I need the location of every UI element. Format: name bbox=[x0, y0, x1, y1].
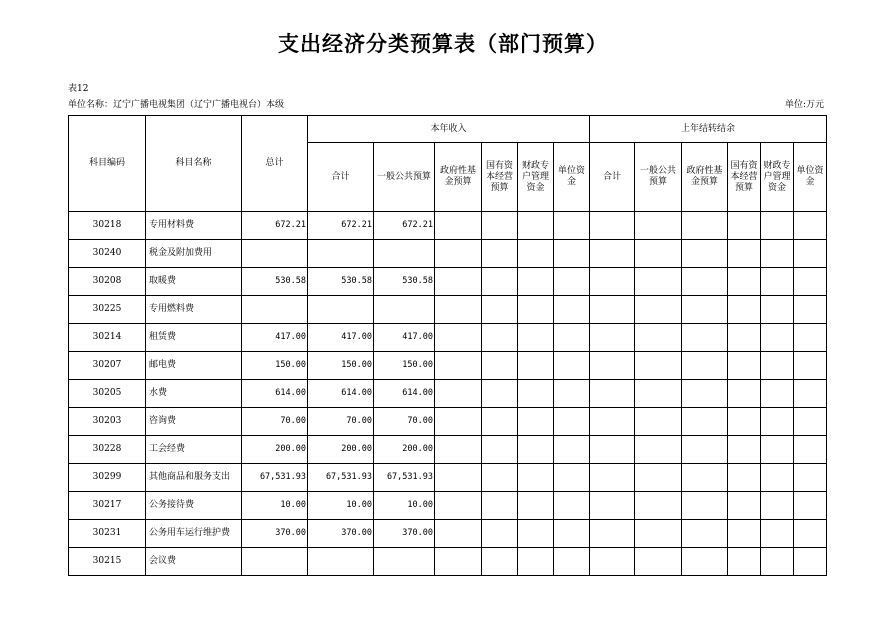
cell-empty bbox=[518, 492, 554, 520]
cell-empty bbox=[590, 324, 635, 352]
cell-empty bbox=[435, 520, 482, 548]
cell-total: 150.00 bbox=[242, 352, 308, 380]
cell-empty bbox=[794, 324, 827, 352]
cell-name: 租赁费 bbox=[146, 324, 242, 352]
cell-empty bbox=[728, 380, 761, 408]
cell-total: 67,531.93 bbox=[242, 464, 308, 492]
cell-empty bbox=[554, 520, 590, 548]
cell-empty bbox=[435, 352, 482, 380]
cell-empty bbox=[482, 296, 518, 324]
unit-name: 单位名称：辽宁广播电视集团（辽宁广播电视台）本级 bbox=[68, 100, 285, 110]
cell-current-general: 200.00 bbox=[374, 436, 435, 464]
cell-current-sum: 70.00 bbox=[308, 408, 374, 436]
cell-empty bbox=[761, 520, 794, 548]
cell-code: 30205 bbox=[69, 380, 146, 408]
cell-empty bbox=[728, 436, 761, 464]
header-current-fund: 政府性基金预算 bbox=[435, 143, 482, 212]
cell-empty bbox=[794, 352, 827, 380]
cell-empty bbox=[482, 212, 518, 240]
cell-empty bbox=[518, 352, 554, 380]
cell-current-general: 150.00 bbox=[374, 352, 435, 380]
cell-empty bbox=[728, 212, 761, 240]
page-title: 支出经济分类预算表（部门预算） bbox=[278, 32, 608, 56]
cell-empty bbox=[794, 268, 827, 296]
cell-empty bbox=[794, 380, 827, 408]
cell-empty bbox=[728, 492, 761, 520]
cell-empty bbox=[482, 408, 518, 436]
cell-empty bbox=[518, 268, 554, 296]
cell-current-general: 672.21 bbox=[374, 212, 435, 240]
cell-name: 公务用车运行维护费 bbox=[146, 520, 242, 548]
cell-empty bbox=[554, 436, 590, 464]
header-current-special-account: 财政专户管理资金 bbox=[518, 143, 554, 212]
table-row bbox=[69, 464, 827, 492]
cell-current-sum: 370.00 bbox=[308, 520, 374, 548]
cell-empty bbox=[435, 380, 482, 408]
cell-empty bbox=[482, 324, 518, 352]
header-current-year-income: 本年收入 bbox=[308, 116, 590, 143]
cell-name: 会议费 bbox=[146, 548, 242, 576]
table-row bbox=[69, 240, 827, 268]
cell-name: 专用燃料费 bbox=[146, 296, 242, 324]
cell-empty bbox=[518, 436, 554, 464]
cell-empty bbox=[435, 436, 482, 464]
header-last-unit-funds: 单位资金 bbox=[794, 143, 827, 212]
cell-empty bbox=[682, 492, 728, 520]
cell-empty bbox=[635, 464, 682, 492]
cell-empty bbox=[435, 408, 482, 436]
table-row bbox=[69, 380, 827, 408]
cell-empty bbox=[635, 408, 682, 436]
cell-code: 30225 bbox=[69, 296, 146, 324]
cell-empty bbox=[635, 212, 682, 240]
cell-code: 30240 bbox=[69, 240, 146, 268]
cell-empty bbox=[435, 240, 482, 268]
cell-total bbox=[242, 240, 308, 268]
cell-empty bbox=[518, 212, 554, 240]
header-current-state-capital: 国有资本经营预算 bbox=[482, 143, 518, 212]
header-code: 科目编码 bbox=[69, 116, 146, 212]
cell-empty bbox=[761, 240, 794, 268]
cell-name: 专用材料费 bbox=[146, 212, 242, 240]
cell-total bbox=[242, 296, 308, 324]
cell-empty bbox=[682, 520, 728, 548]
cell-total: 70.00 bbox=[242, 408, 308, 436]
cell-empty bbox=[682, 464, 728, 492]
cell-empty bbox=[590, 240, 635, 268]
cell-empty bbox=[554, 408, 590, 436]
cell-empty bbox=[761, 212, 794, 240]
cell-empty bbox=[590, 436, 635, 464]
table-number: 表12 bbox=[68, 84, 89, 94]
currency-unit: 单位:万元 bbox=[784, 100, 824, 110]
cell-empty bbox=[435, 492, 482, 520]
cell-empty bbox=[435, 212, 482, 240]
cell-empty bbox=[635, 436, 682, 464]
header-current-sum: 合计 bbox=[308, 143, 374, 212]
cell-empty bbox=[482, 380, 518, 408]
cell-empty bbox=[554, 352, 590, 380]
cell-current-general: 417.00 bbox=[374, 324, 435, 352]
cell-empty bbox=[518, 464, 554, 492]
cell-name: 其他商品和服务支出 bbox=[146, 464, 242, 492]
cell-code: 30203 bbox=[69, 408, 146, 436]
cell-name: 取暖费 bbox=[146, 268, 242, 296]
cell-empty bbox=[435, 324, 482, 352]
cell-empty bbox=[635, 296, 682, 324]
cell-empty bbox=[482, 352, 518, 380]
cell-total: 10.00 bbox=[242, 492, 308, 520]
header-last-general: 一般公共预算 bbox=[635, 143, 682, 212]
cell-empty bbox=[761, 380, 794, 408]
cell-current-general bbox=[374, 296, 435, 324]
cell-empty bbox=[794, 492, 827, 520]
cell-current-sum bbox=[308, 296, 374, 324]
table-row bbox=[69, 324, 827, 352]
cell-total: 417.00 bbox=[242, 324, 308, 352]
table-row bbox=[69, 408, 827, 436]
cell-empty bbox=[682, 548, 728, 576]
cell-empty bbox=[518, 520, 554, 548]
cell-total: 370.00 bbox=[242, 520, 308, 548]
cell-empty bbox=[761, 548, 794, 576]
cell-current-sum bbox=[308, 240, 374, 268]
cell-empty bbox=[761, 352, 794, 380]
cell-empty bbox=[728, 548, 761, 576]
cell-empty bbox=[761, 464, 794, 492]
cell-empty bbox=[435, 548, 482, 576]
cell-empty bbox=[590, 492, 635, 520]
cell-current-general: 370.00 bbox=[374, 520, 435, 548]
cell-empty bbox=[518, 548, 554, 576]
cell-empty bbox=[682, 352, 728, 380]
cell-empty bbox=[518, 240, 554, 268]
table-row bbox=[69, 296, 827, 324]
cell-current-sum: 67,531.93 bbox=[308, 464, 374, 492]
cell-current-general: 530.58 bbox=[374, 268, 435, 296]
header-current-general: 一般公共预算 bbox=[374, 143, 435, 212]
header-total: 总计 bbox=[242, 116, 308, 212]
cell-empty bbox=[728, 324, 761, 352]
cell-empty bbox=[590, 464, 635, 492]
cell-empty bbox=[682, 408, 728, 436]
header-last-sum: 合计 bbox=[590, 143, 635, 212]
cell-current-sum bbox=[308, 548, 374, 576]
cell-code: 30299 bbox=[69, 464, 146, 492]
cell-empty bbox=[635, 352, 682, 380]
cell-empty bbox=[554, 380, 590, 408]
cell-empty bbox=[435, 464, 482, 492]
cell-empty bbox=[761, 268, 794, 296]
cell-empty bbox=[728, 352, 761, 380]
table-row bbox=[69, 352, 827, 380]
cell-current-general bbox=[374, 240, 435, 268]
cell-current-sum: 530.58 bbox=[308, 268, 374, 296]
cell-empty bbox=[682, 268, 728, 296]
table-row bbox=[69, 548, 827, 576]
cell-total bbox=[242, 548, 308, 576]
cell-current-general: 70.00 bbox=[374, 408, 435, 436]
cell-empty bbox=[518, 380, 554, 408]
cell-empty bbox=[482, 520, 518, 548]
cell-empty bbox=[554, 324, 590, 352]
cell-empty bbox=[682, 212, 728, 240]
cell-empty bbox=[518, 324, 554, 352]
cell-empty bbox=[728, 268, 761, 296]
cell-total: 614.00 bbox=[242, 380, 308, 408]
cell-empty bbox=[728, 464, 761, 492]
cell-empty bbox=[482, 464, 518, 492]
cell-empty bbox=[590, 408, 635, 436]
cell-name: 咨询费 bbox=[146, 408, 242, 436]
cell-code: 30208 bbox=[69, 268, 146, 296]
cell-current-general: 67,531.93 bbox=[374, 464, 435, 492]
cell-empty bbox=[794, 240, 827, 268]
cell-empty bbox=[554, 548, 590, 576]
header-row-1 bbox=[69, 116, 827, 143]
cell-empty bbox=[761, 408, 794, 436]
cell-empty bbox=[728, 520, 761, 548]
cell-name: 公务接待费 bbox=[146, 492, 242, 520]
cell-empty bbox=[482, 548, 518, 576]
cell-empty bbox=[590, 212, 635, 240]
cell-current-general bbox=[374, 548, 435, 576]
cell-empty bbox=[590, 380, 635, 408]
cell-empty bbox=[635, 268, 682, 296]
cell-empty bbox=[761, 492, 794, 520]
cell-current-general: 10.00 bbox=[374, 492, 435, 520]
cell-empty bbox=[635, 380, 682, 408]
header-last-special-account: 财政专户管理资金 bbox=[761, 143, 794, 212]
cell-empty bbox=[554, 240, 590, 268]
cell-empty bbox=[794, 464, 827, 492]
cell-empty bbox=[554, 464, 590, 492]
cell-current-sum: 672.21 bbox=[308, 212, 374, 240]
cell-current-sum: 10.00 bbox=[308, 492, 374, 520]
cell-empty bbox=[682, 380, 728, 408]
cell-empty bbox=[794, 548, 827, 576]
cell-name: 水费 bbox=[146, 380, 242, 408]
cell-current-sum: 417.00 bbox=[308, 324, 374, 352]
cell-empty bbox=[761, 296, 794, 324]
cell-current-sum: 200.00 bbox=[308, 436, 374, 464]
cell-empty bbox=[635, 324, 682, 352]
cell-empty bbox=[635, 548, 682, 576]
cell-empty bbox=[728, 296, 761, 324]
cell-code: 30215 bbox=[69, 548, 146, 576]
cell-empty bbox=[482, 240, 518, 268]
cell-empty bbox=[761, 436, 794, 464]
table-body bbox=[69, 212, 827, 576]
cell-empty bbox=[518, 296, 554, 324]
cell-empty bbox=[682, 296, 728, 324]
header-current-unit-funds: 单位资金 bbox=[554, 143, 590, 212]
table-row bbox=[69, 436, 827, 464]
cell-total: 672.21 bbox=[242, 212, 308, 240]
table-row bbox=[69, 212, 827, 240]
cell-empty bbox=[435, 296, 482, 324]
cell-current-sum: 614.00 bbox=[308, 380, 374, 408]
cell-code: 30214 bbox=[69, 324, 146, 352]
cell-empty bbox=[518, 408, 554, 436]
cell-empty bbox=[635, 520, 682, 548]
cell-empty bbox=[728, 240, 761, 268]
table-row bbox=[69, 520, 827, 548]
cell-empty bbox=[590, 296, 635, 324]
budget-table bbox=[68, 115, 827, 576]
cell-total: 530.58 bbox=[242, 268, 308, 296]
cell-current-general: 614.00 bbox=[374, 380, 435, 408]
cell-empty bbox=[590, 548, 635, 576]
cell-empty bbox=[590, 352, 635, 380]
header-last-fund: 政府性基金预算 bbox=[682, 143, 728, 212]
cell-empty bbox=[482, 492, 518, 520]
cell-current-sum: 150.00 bbox=[308, 352, 374, 380]
cell-name: 工会经费 bbox=[146, 436, 242, 464]
cell-empty bbox=[554, 212, 590, 240]
cell-name: 税金及附加费用 bbox=[146, 240, 242, 268]
cell-empty bbox=[728, 408, 761, 436]
cell-empty bbox=[554, 268, 590, 296]
cell-empty bbox=[635, 240, 682, 268]
header-last-year-balance: 上年结转结余 bbox=[590, 116, 827, 143]
cell-empty bbox=[794, 436, 827, 464]
cell-empty bbox=[482, 268, 518, 296]
cell-code: 30228 bbox=[69, 436, 146, 464]
header-name: 科目名称 bbox=[146, 116, 242, 212]
cell-empty bbox=[590, 520, 635, 548]
cell-empty bbox=[761, 324, 794, 352]
cell-name: 邮电费 bbox=[146, 352, 242, 380]
cell-empty bbox=[794, 408, 827, 436]
header-last-state-capital: 国有资本经营预算 bbox=[728, 143, 761, 212]
cell-code: 30231 bbox=[69, 520, 146, 548]
cell-empty bbox=[794, 212, 827, 240]
cell-empty bbox=[554, 296, 590, 324]
table-row bbox=[69, 492, 827, 520]
cell-empty bbox=[554, 492, 590, 520]
table-row bbox=[69, 268, 827, 296]
cell-empty bbox=[682, 324, 728, 352]
cell-code: 30207 bbox=[69, 352, 146, 380]
cell-empty bbox=[794, 520, 827, 548]
cell-empty bbox=[794, 296, 827, 324]
cell-code: 30217 bbox=[69, 492, 146, 520]
cell-empty bbox=[435, 268, 482, 296]
cell-empty bbox=[682, 436, 728, 464]
cell-empty bbox=[590, 268, 635, 296]
cell-empty bbox=[635, 492, 682, 520]
cell-empty bbox=[482, 436, 518, 464]
cell-total: 200.00 bbox=[242, 436, 308, 464]
cell-empty bbox=[682, 240, 728, 268]
cell-code: 30218 bbox=[69, 212, 146, 240]
